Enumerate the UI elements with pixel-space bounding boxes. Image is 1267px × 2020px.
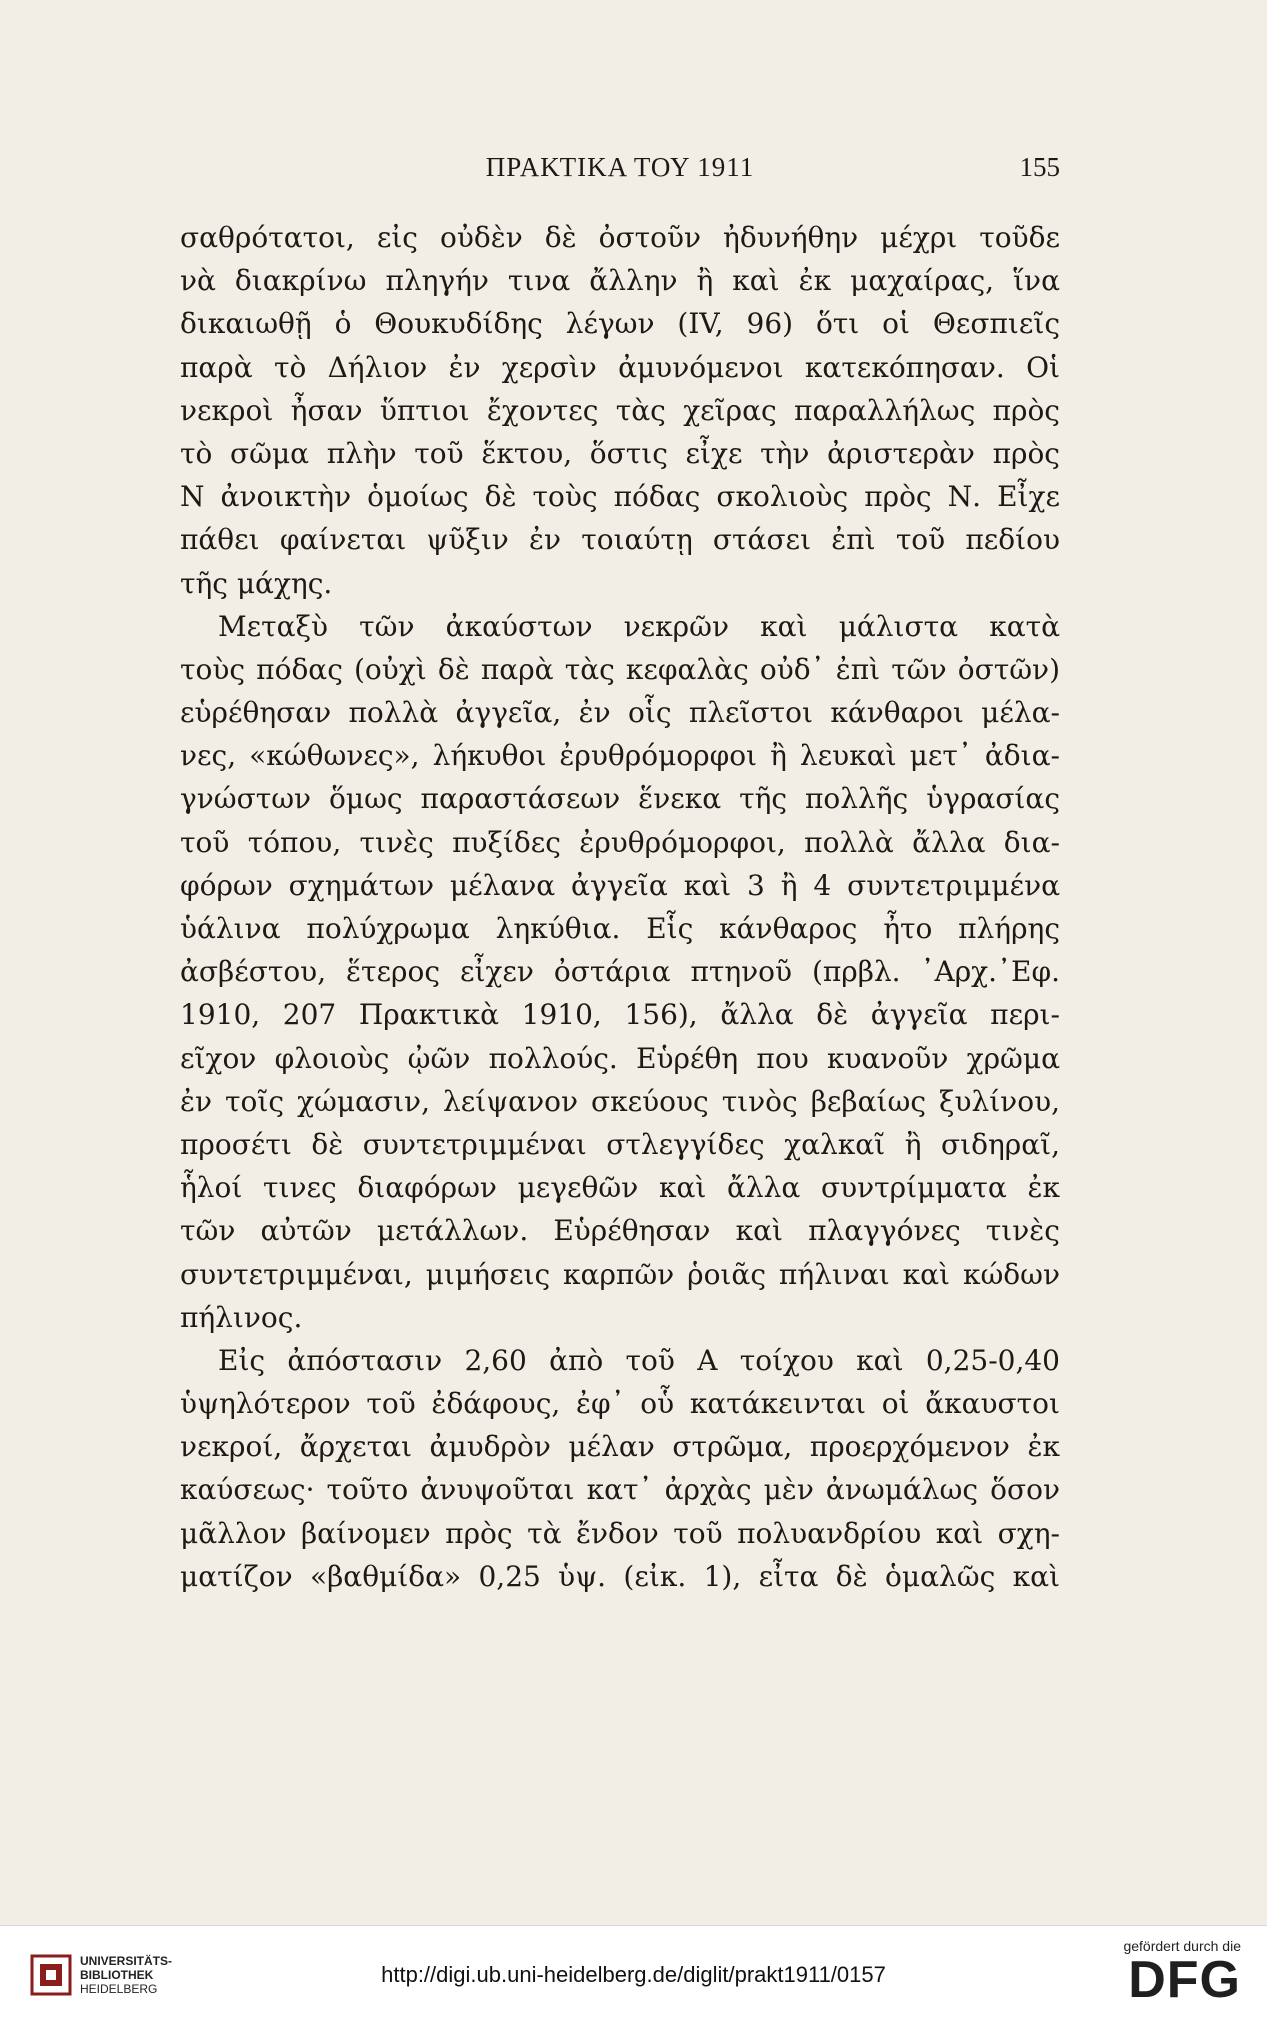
text-line: ἧλοί τινες διαφόρων μεγεθῶν καὶ ἄλλα συντρίμματα ἐκ: [180, 1171, 1060, 1205]
text-line: νὰ διακρίνω πληγήν τινα ἄλλην ἢ καὶ ἐκ μαχαίρας, ἵνα: [180, 264, 1060, 298]
text-line: τοὺς πόδας (οὐχὶ δὲ παρὰ τὰς κεφαλὰς οὐδ᾽ ἐπὶ τῶν ὀστῶν): [180, 652, 1060, 686]
text-line: πάθει φαίνεται ψῦξιν ἐν τοιαύτῃ στάσει ἐπὶ τοῦ πεδίου: [180, 523, 1060, 557]
text-line: ματίζον «βαθμίδα» 0,25 ὑψ. (εἰκ. 1), εἶτα δὲ ὁμαλῶς καὶ: [180, 1559, 1060, 1593]
running-head: ΠΡΑΚΤΙΚΑ ΤΟΥ 1911: [485, 152, 755, 182]
text-line: νεκροί, ἄρχεται ἀμυδρὸν μέλαν στρῶμα, προερχόμενον ἐκ: [180, 1430, 1060, 1464]
viewer-footer: [0, 1925, 1267, 2020]
text-line: Ν ἀνοικτὴν ὁμοίως δὲ τοὺς πόδας σκολιοὺς πρὸς Ν. Εἶχε: [180, 480, 1060, 514]
permalink-url[interactable]: http://digi.ub.uni-heidelberg.de/diglit/prakt1911/0157: [381, 1962, 886, 1987]
text-line: νες, «κώθωνες», λήκυθοι ἐρυθρόμορφοι ἢ λευκαὶ μετ᾽ ἀδια-: [180, 739, 1060, 773]
text-line: δικαιωθῇ ὁ Θουκυδίδης λέγων (IV, 96) ὅτι οἱ Θεσπιεῖς: [180, 307, 1060, 341]
text-line: 1910, 207 Πρακτικὰ 1910, 156), ἄλλα δὲ ἀγγεῖα περι-: [180, 998, 1060, 1032]
text-line: φόρων σχημάτων μέλανα ἀγγεῖα καὶ 3 ἢ 4 συντετριμμένα: [180, 868, 1060, 902]
dfg-logo: DFG: [1128, 1951, 1241, 2009]
text-line: τῶν αὐτῶν μετάλλων. Εὑρέθησαν καὶ πλαγγόνες τινὲς: [180, 1214, 1060, 1248]
body-text: [180, 216, 1060, 1598]
text-line: εὑρέθησαν πολλὰ ἀγγεῖα, ἐν οἷς πλεῖστοι κάνθαροι μέλα-: [180, 696, 1060, 730]
text-line: παρὰ τὸ Δήλιον ἐν χερσὶν ἀμυνόμενοι κατεκόπησαν. Οἱ: [180, 350, 1060, 384]
library-name-line3: HEIDELBERG: [80, 1982, 158, 1996]
paragraph-start-line: Εἰς ἀπόστασιν 2,60 ἀπὸ τοῦ Α τοίχου καὶ 0,25-0,40: [218, 1343, 1060, 1377]
library-name-line1: UNIVERSITÄTS-: [80, 1954, 173, 1968]
text-line: ἐν τοῖς χώμασιν, λείψανον σκεύους τινὸς βεβαίως ξυλίνου,: [180, 1084, 1060, 1118]
library-name-line2: BIBLIOTHEK: [80, 1968, 154, 1982]
text-line: τὸ σῶμα πλὴν τοῦ ἕκτου, ὅστις εἶχε τὴν ἀριστερὰν πρὸς: [180, 436, 1060, 470]
page-header: [180, 152, 1060, 192]
text-line: γνώστων ὅμως παραστάσεων ἕνεκα τῆς πολλῆς ὑγρασίας: [180, 782, 1060, 816]
funder-block[interactable]: [1091, 1938, 1241, 2012]
text-line: συντετριμμέναι, μιμήσεις καρπῶν ῥοιᾶς πήλιναι καὶ κώδων: [180, 1257, 1060, 1291]
text-line: εῖχον φλοιοὺς ᾠῶν πολλούς. Εὑρέθη που κυανοῦν χρῶμα: [180, 1041, 1060, 1075]
text-line: σαθρότατοι, εἰς οὐδὲν δὲ ὀστοῦν ἠδυνήθην μέχρι τοῦδε: [180, 221, 1060, 254]
paragraph-start-line: Μεταξὺ τῶν ἀκαύστων νεκρῶν καὶ μάλιστα κατὰ: [218, 609, 1060, 643]
text-line: ὑάλινα πολύχρωμα ληκύθια. Εἷς κάνθαρος ἦτο πλήρης: [180, 912, 1060, 945]
text-line: νεκροὶ ἦσαν ὕπτιοι ἔχοντες τὰς χεῖρας παραλλήλως πρὸς: [180, 393, 1060, 427]
page-number: 155: [1019, 152, 1060, 182]
text-line: πήλινος.: [180, 1300, 303, 1334]
text-line: ἀσβέστου, ἕτερος εἶχεν ὀστάρια πτηνοῦ (πρβλ. ᾽Αρχ.᾽Εφ.: [180, 955, 1060, 989]
text-line: προσέτι δὲ συντετριμμέναι στλεγγίδες χαλκαῖ ἢ σιδηραῖ,: [180, 1127, 1060, 1161]
text-line: τοῦ τόπου, τινὲς πυξίδες ἐρυθρόμορφοι, πολλὰ ἄλλα δια-: [180, 825, 1060, 859]
text-line: καύσεως· τοῦτο ἀνυψοῦται κατ᾽ ἀρχὰς μὲν ἀνωμάλως ὅσον: [180, 1473, 1060, 1507]
text-line: τῆς μάχης.: [180, 566, 333, 600]
funding-note: gefördert durch die: [1123, 1938, 1241, 1954]
text-line: μᾶλλον βαίνομεν πρὸς τὰ ἔνδον τοῦ πολυανδρίου καὶ σχη-: [180, 1516, 1060, 1550]
text-line: ὑψηλότερον τοῦ ἐδάφους, ἐφ᾽ οὗ κατάκεινται οἱ ἄκαυστοι: [180, 1387, 1060, 1421]
